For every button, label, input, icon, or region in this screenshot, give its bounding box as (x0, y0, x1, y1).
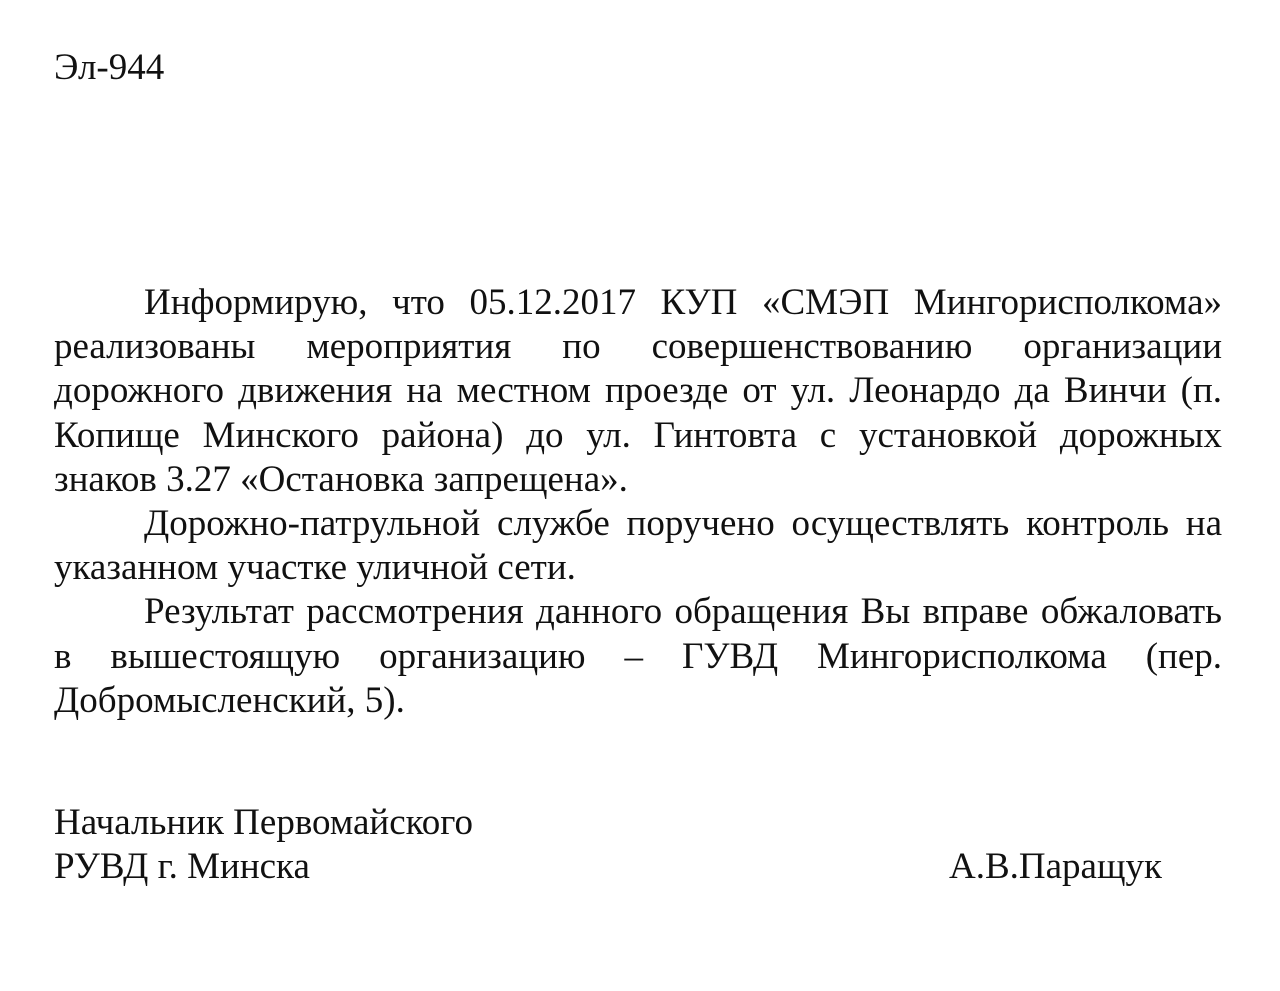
signatory-title (54, 801, 473, 889)
signatory-name: А.В.Паращук (949, 846, 1162, 887)
reference-number: Эл-944 (54, 47, 165, 88)
paragraph-appeal-info: Результат рассмотрения данного обращения Вы вправе обжаловать в вышестоящую организацию – ГУВД Мингорисполкома (пер. Добромысленский, 5). (54, 591, 1222, 721)
letter-body (54, 281, 1222, 723)
signatory-title-line-2: РУВД г. Минска (54, 846, 310, 887)
paragraph-notification: Информирую, что 05.12.2017 КУП «СМЭП Мингорисполкома» реализованы мероприятия по совершенствованию организации дорожного движения на местном проезде от ул. Леонардо да Винчи (п. Копище Минского района) до ул. Гинтовта с установкой дорожных знаков 3.27 «Остановка запрещена». (54, 282, 1222, 500)
signatory-title-line-1: Начальник Первомайского (54, 802, 473, 843)
paragraph-patrol-control: Дорожно-патрульной службе поручено осуществлять контроль на указанном участке уличной сети. (54, 503, 1222, 589)
